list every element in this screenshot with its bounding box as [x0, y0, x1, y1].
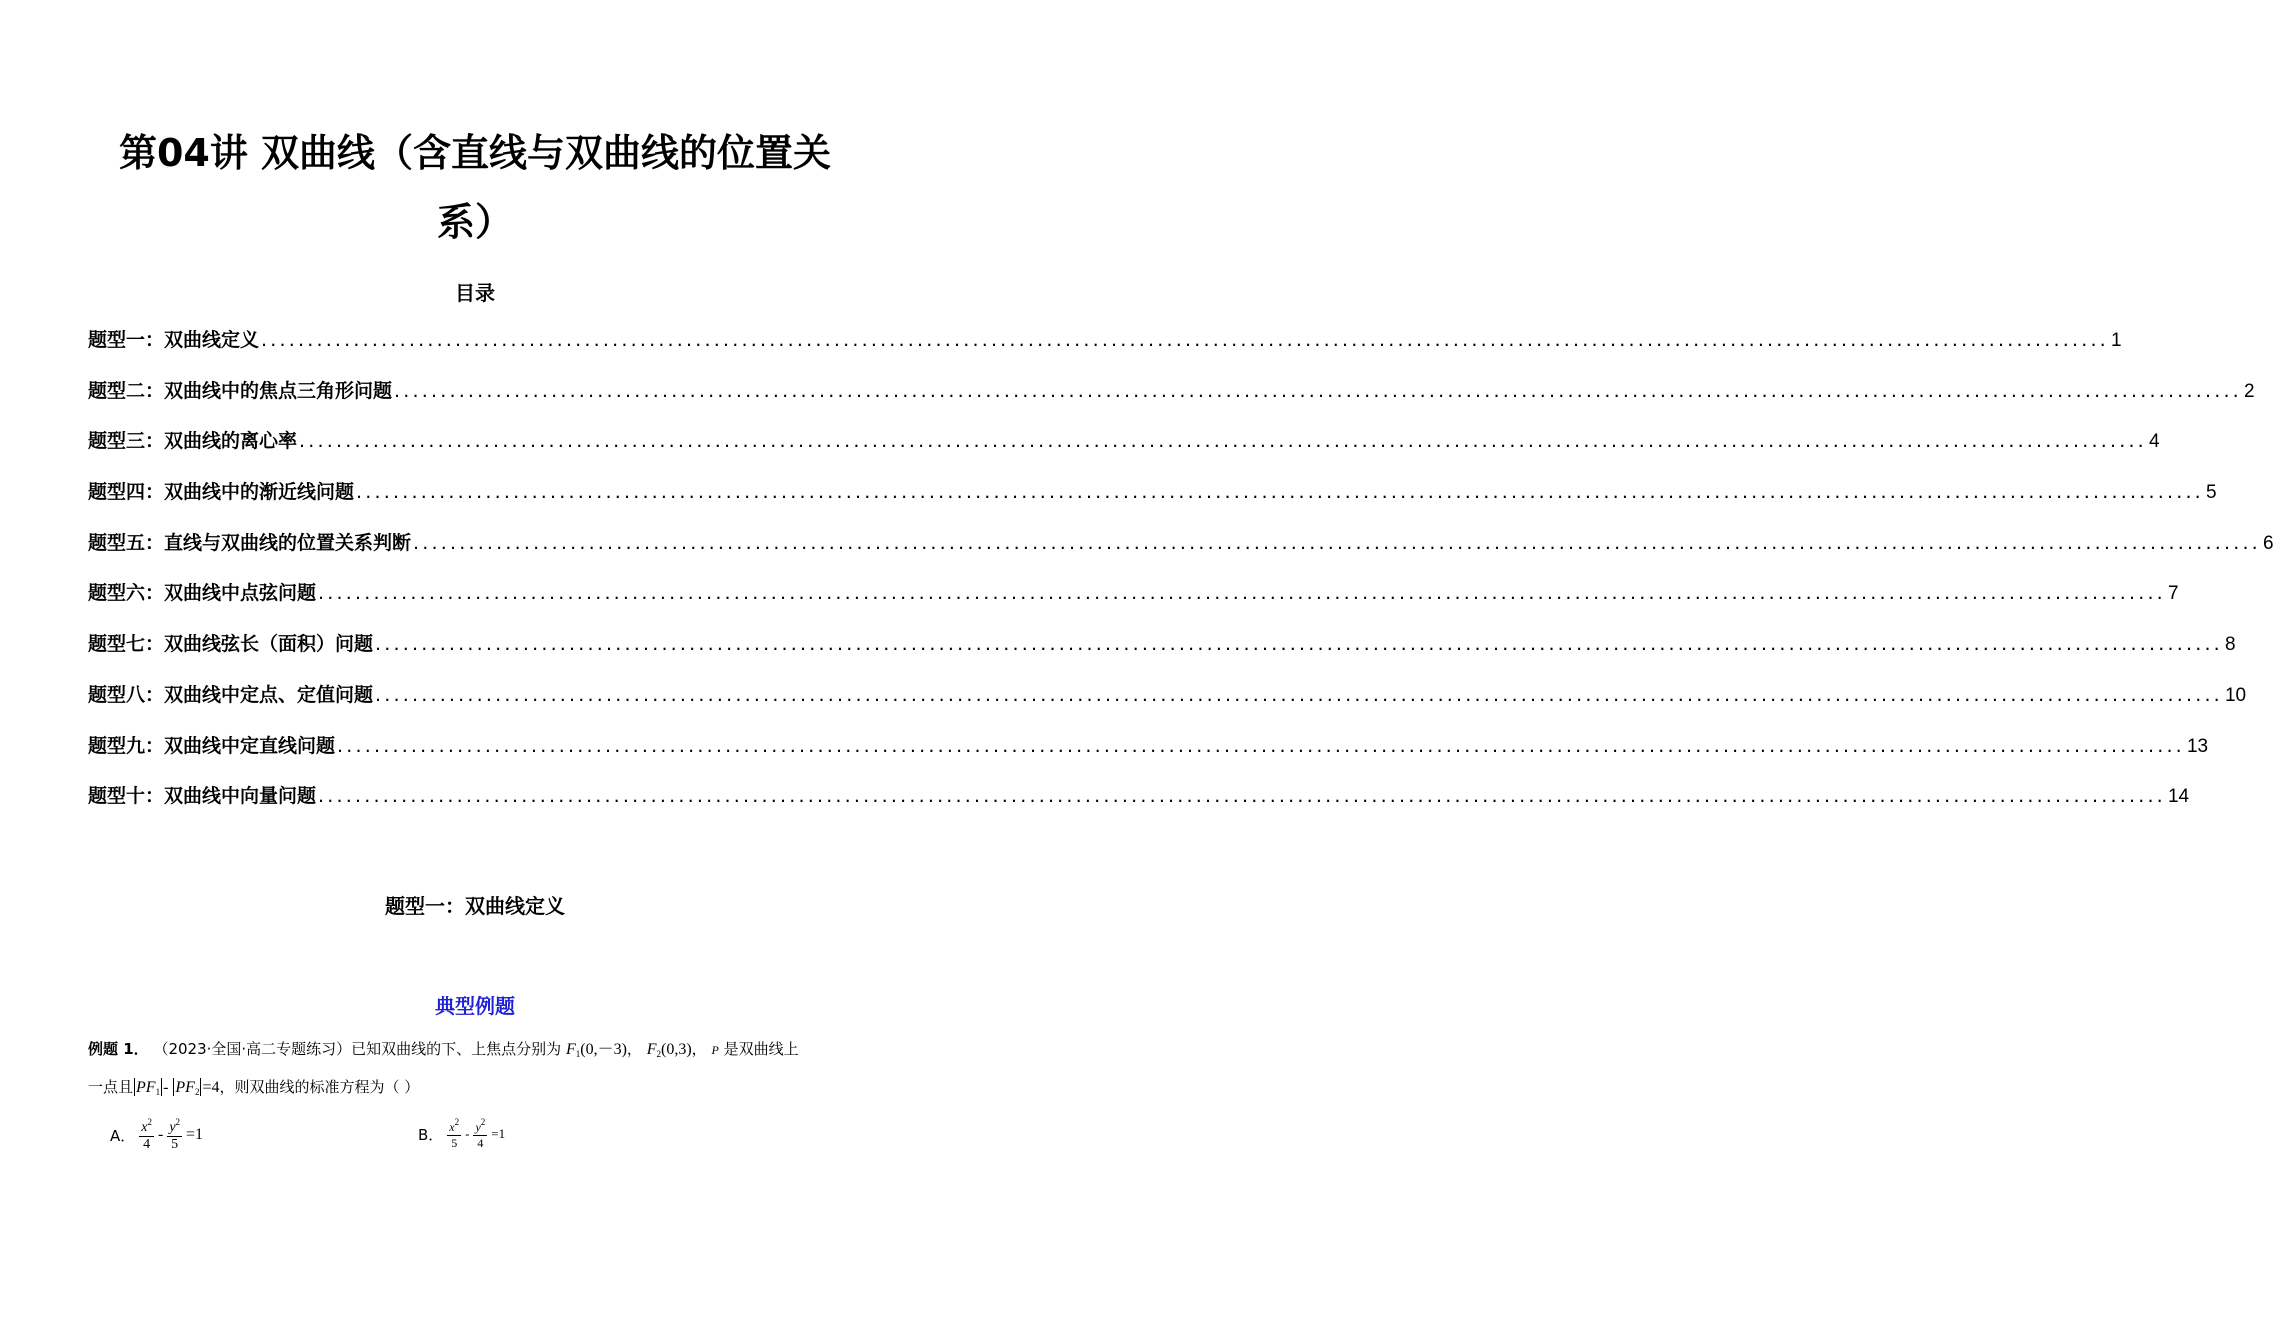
toc-entry-label: 题型十：双曲线中向量问题: [88, 785, 317, 808]
toc-entry[interactable]: [88, 528, 2274, 579]
toc-heading: 目录: [455, 281, 495, 305]
comma: ，: [691, 1040, 707, 1058]
minus-sign: -: [157, 1126, 164, 1143]
toc-entry[interactable]: [88, 731, 2209, 782]
toc-entry-page: 4: [2148, 431, 2160, 453]
toc-entry-page: 6: [2262, 532, 2274, 554]
document-title-line-2: 系）: [436, 200, 513, 244]
toc-entry-page: 14: [2167, 786, 2190, 808]
example-1-line-2: [88, 1076, 419, 1097]
equals-one: =1: [186, 1126, 204, 1143]
document-title-line-1: 第04讲 双曲线（含直线与双曲线的位置关: [118, 131, 832, 175]
toc-entry[interactable]: [88, 426, 2160, 477]
table-of-contents: [88, 325, 2274, 832]
comma: ，: [626, 1040, 642, 1058]
point-p: P: [711, 1043, 719, 1057]
toc-entry[interactable]: [88, 578, 2179, 629]
option-letter: B．: [418, 1125, 444, 1144]
equals-one: =1: [491, 1126, 506, 1141]
fraction: $\frac{y^2}{4}$: [475, 1117, 486, 1150]
focus-f2: $F_2(0,3)$: [646, 1041, 692, 1059]
toc-entry-label: 题型三：双曲线的离心率: [88, 430, 298, 453]
option-b[interactable]: [418, 1117, 505, 1151]
example-question: ，则双曲线的标准方程为（ ）: [219, 1078, 420, 1096]
fraction: $\frac{x^2}{4}$: [141, 1117, 152, 1152]
toc-leader-dots: ........................................................................................................................................................................................................: [318, 582, 2166, 605]
option-letter: A．: [110, 1126, 136, 1145]
toc-entry-page: 8: [2224, 634, 2236, 656]
toc-entry-label: 题型七：双曲线弦长（面积）问题: [88, 633, 374, 656]
distance-equation: $PF_1 - PF_2 =4$: [136, 1079, 220, 1097]
option-a[interactable]: [110, 1117, 203, 1153]
example-label: 例题 1．: [88, 1040, 149, 1058]
toc-entry-page: 5: [2205, 482, 2217, 504]
toc-entry-label: 题型九：双曲线中定直线问题: [88, 734, 336, 757]
toc-leader-dots: ........................................................................................................................................................................................................: [375, 683, 2223, 706]
toc-leader-dots: ........................................................................................................................................................................................................: [375, 633, 2223, 656]
toc-entry-label: 题型五：直线与双曲线的位置关系判断: [88, 531, 412, 554]
section-heading: 题型一：双曲线定义: [385, 894, 565, 918]
toc-leader-dots: ........................................................................................................................................................................................................: [337, 734, 2185, 757]
toc-entry-label: 题型六：双曲线中点弦问题: [88, 582, 317, 605]
toc-leader-dots: ........................................................................................................................................................................................................: [356, 481, 2204, 504]
toc-leader-dots: ........................................................................................................................................................................................................: [299, 430, 2147, 453]
typical-examples-heading: 典型例题: [435, 994, 515, 1018]
toc-entry[interactable]: [88, 781, 2190, 832]
toc-entry[interactable]: [88, 680, 2247, 731]
example-text: 一点且: [88, 1078, 134, 1096]
toc-entry-page: 13: [2186, 735, 2209, 757]
example-text-tail: 是双曲线上: [723, 1040, 799, 1058]
focus-f1: $F_1(0,-3)$: [565, 1041, 627, 1059]
toc-entry-label: 题型八：双曲线中定点、定值问题: [88, 683, 374, 706]
toc-entry-label: 题型二：双曲线中的焦点三角形问题: [88, 379, 393, 402]
toc-entry-label: 题型四：双曲线中的渐近线问题: [88, 481, 355, 504]
fraction: $\frac{y^2}{5}$: [169, 1117, 181, 1152]
toc-entry[interactable]: [88, 629, 2236, 680]
fraction: $\frac{x^2}{5}$: [449, 1117, 460, 1150]
example-1-line-1: [88, 1036, 799, 1059]
toc-entry-page: 1: [2110, 330, 2122, 351]
toc-leader-dots: ........................................................................................................................................................................................................: [261, 329, 2109, 351]
toc-entry[interactable]: [88, 325, 2122, 376]
toc-leader-dots: ........................................................................................................................................................................................................: [413, 531, 2261, 554]
example-text: （2023·全国·高二专题练习）已知双曲线的下、上焦点分别为: [153, 1040, 562, 1058]
toc-leader-dots: ........................................................................................................................................................................................................: [318, 785, 2166, 808]
toc-entry[interactable]: [88, 376, 2255, 427]
toc-entry-label: 题型一：双曲线定义: [88, 329, 260, 351]
toc-entry[interactable]: [88, 477, 2217, 528]
toc-leader-dots: ........................................................................................................................................................................................................: [394, 379, 2242, 402]
toc-entry-page: 10: [2224, 684, 2247, 706]
minus-sign: -: [465, 1126, 470, 1141]
toc-entry-page: 7: [2167, 583, 2179, 605]
toc-entry-page: 2: [2243, 380, 2255, 402]
